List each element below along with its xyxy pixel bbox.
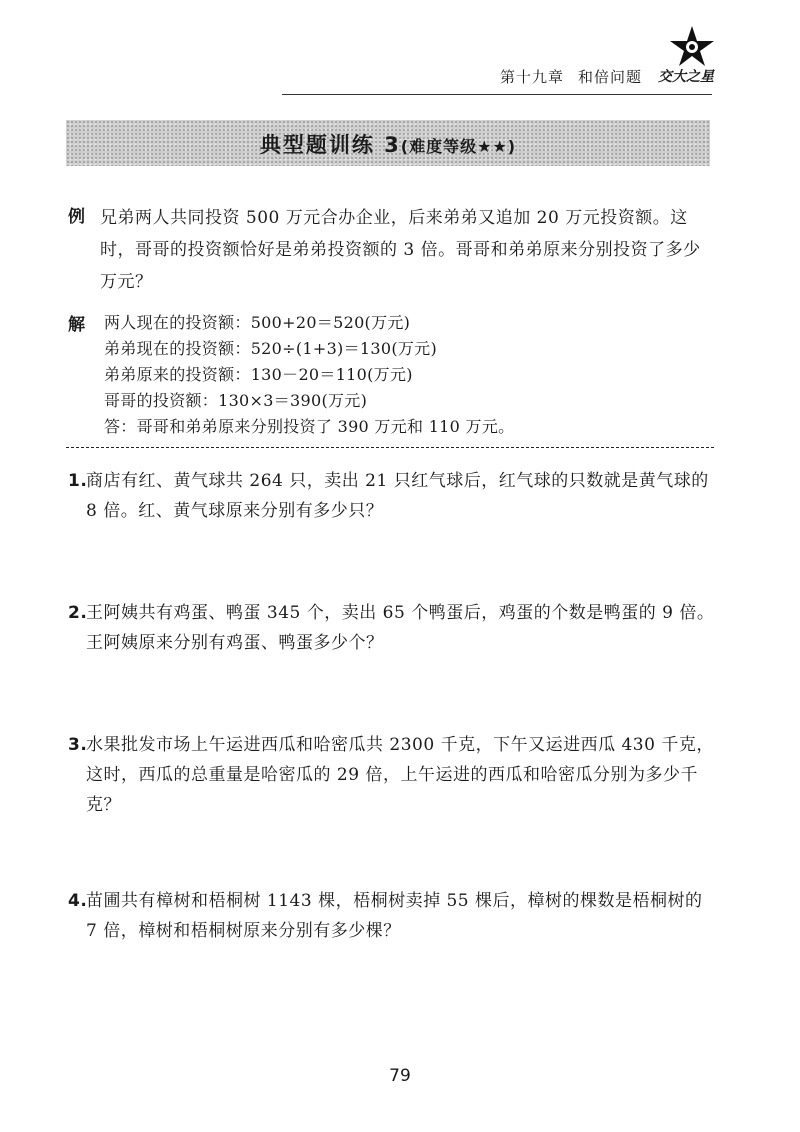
header-divider	[282, 94, 712, 95]
dashed-divider	[66, 447, 714, 448]
page-title	[260, 129, 516, 159]
problem-text: 苗圃共有樟树和梧桐树 1143 棵，梧桐树卖掉 55 棵后，樟树的棵数是梧桐树的 7 倍，樟树和梧桐树原来分别有多少棵？	[86, 891, 703, 941]
solution-line: 弟弟现在的投资额：520÷(1+3)＝130(万元)	[104, 339, 438, 358]
problem-text: 商店有红、黄气球共 264 只，卖出 21 只红气球后，红气球的只数就是黄气球的 8 倍。红、黄气球原来分别有多少只？	[86, 471, 709, 521]
title-main: 典型题训练 3	[259, 133, 401, 157]
problem-number: 3.	[68, 735, 88, 755]
problem-number: 2.	[68, 603, 88, 623]
section-title: 和倍问题	[578, 68, 643, 86]
solution-line: 哥哥的投资额：130×3＝390(万元)	[104, 391, 368, 410]
example-block	[68, 202, 718, 298]
problem-item	[68, 730, 718, 820]
difficulty-level: (难度等级★★)	[400, 137, 517, 156]
solution-line: 两人现在的投资额：500+20＝520(万元)	[104, 313, 411, 332]
solution-line: 答：哥哥和弟弟原来分别投资了 390 万元和 110 万元。	[104, 417, 515, 436]
problem-text: 王阿姨共有鸡蛋、鸭蛋 345 个，卖出 65 个鸭蛋后，鸡蛋的个数是鸭蛋的 9 倍。王阿姨原来分别有鸡蛋、鸭蛋多少个？	[86, 603, 715, 653]
problem-number: 1.	[68, 471, 88, 491]
problem-item	[68, 886, 718, 946]
star-logo-icon	[668, 24, 716, 68]
chapter-number: 第十九章	[500, 68, 565, 86]
page-number: 79	[389, 1066, 411, 1086]
problem-item	[68, 598, 718, 658]
title-banner	[66, 120, 710, 166]
brand-logo-text: 交大之星	[658, 69, 714, 85]
example-tag: 例	[68, 207, 85, 227]
solution-block	[68, 310, 718, 440]
solution-lines	[104, 310, 718, 440]
solution-line: 弟弟原来的投资额：130－20＝110(万元)	[104, 365, 413, 384]
problem-item	[68, 466, 718, 526]
example-text: 兄弟两人共同投资 500 万元合办企业，后来弟弟又追加 20 万元投资额。这时，哥哥的投资额恰好是弟弟投资额的 3 倍。哥哥和弟弟原来分别投资了多少万元？	[100, 208, 701, 292]
problem-text: 水果批发市场上午运进西瓜和哈密瓜共 2300 千克，下午又运进西瓜 430 千克，这时，西瓜的总重量是哈密瓜的 29 倍，上午运进的西瓜和哈密瓜分别为多少千克？	[86, 735, 714, 815]
problem-number: 4.	[68, 891, 88, 911]
solution-tag: 解	[68, 315, 85, 335]
chapter-label	[500, 66, 642, 87]
page-header	[0, 0, 800, 100]
